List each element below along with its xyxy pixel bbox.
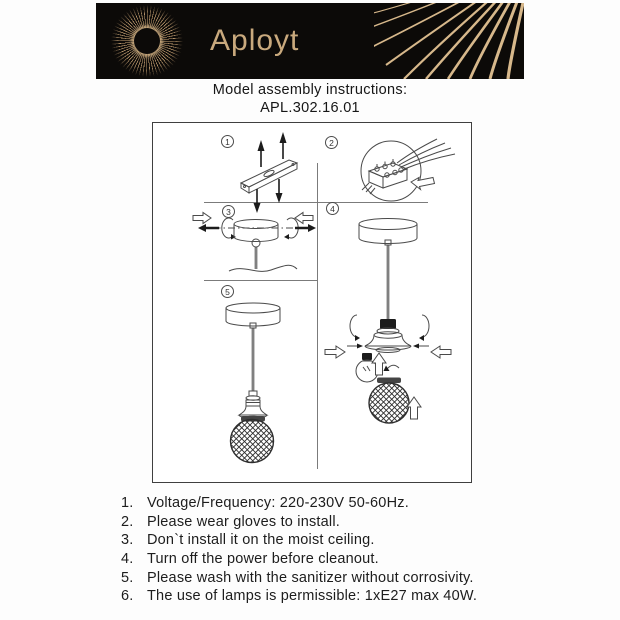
canopy <box>226 303 280 328</box>
step5-pendant-drawing <box>195 293 325 473</box>
assembly-diagram <box>152 122 472 483</box>
cord <box>387 245 389 319</box>
mesh-shade <box>369 378 409 424</box>
brand-banner <box>96 3 524 79</box>
item-text: Please wear gloves to install. <box>147 513 340 530</box>
list-item <box>121 496 591 511</box>
brand-name: Aployt <box>210 24 300 57</box>
model-number: APL.302.16.01 <box>260 100 360 116</box>
step2-wiring-drawing <box>349 133 461 217</box>
cord <box>252 328 254 391</box>
item-number: 5. <box>121 569 134 586</box>
step-badge-2: 2 <box>325 136 338 149</box>
bulb <box>356 353 378 382</box>
left-fasteners <box>193 213 236 240</box>
item-number: 6. <box>121 588 134 605</box>
canopy <box>359 219 417 246</box>
step-badge-4: 4 <box>326 202 339 215</box>
item-number: 4. <box>121 551 134 568</box>
sunburst-logo-icon <box>110 4 184 78</box>
ceiling-canopy <box>229 220 297 272</box>
step-badge-1: 1 <box>221 135 234 148</box>
step-badge-5: 5 <box>221 285 234 298</box>
list-item <box>121 589 591 604</box>
mounting-bracket <box>241 160 297 193</box>
step1-bracket-drawing <box>231 131 336 213</box>
item-text: Don`t install it on the moist ceiling. <box>147 532 375 549</box>
fan-rays-icon <box>374 3 524 79</box>
step4-assembly-drawing <box>323 215 463 473</box>
list-item <box>121 515 591 530</box>
item-text: Turn off the power before cleanout. <box>147 551 379 568</box>
item-number: 3. <box>121 532 134 549</box>
step-badge-3: 3 <box>222 205 235 218</box>
insert-arrow-icon <box>411 178 435 190</box>
item-number: 1. <box>121 495 134 511</box>
right-fasteners <box>284 213 316 240</box>
socket <box>365 319 411 353</box>
item-text: Please wash with the sanitizer without corrosivity. <box>147 569 474 586</box>
mesh-shade <box>231 416 274 463</box>
bulb-arrows <box>372 353 399 375</box>
list-item <box>121 533 591 548</box>
page-title: Model assembly instructions: <box>212 82 408 98</box>
item-text: Voltage/Frequency: 220-230V 50-60Hz. <box>147 495 409 511</box>
item-text: The use of lamps is permissible: 1xE27 max 40W. <box>147 588 478 605</box>
item-number: 2. <box>121 513 134 530</box>
instructions-list <box>121 496 591 608</box>
list-item <box>121 552 591 567</box>
list-item <box>121 571 591 586</box>
screw-arrows <box>254 132 287 213</box>
